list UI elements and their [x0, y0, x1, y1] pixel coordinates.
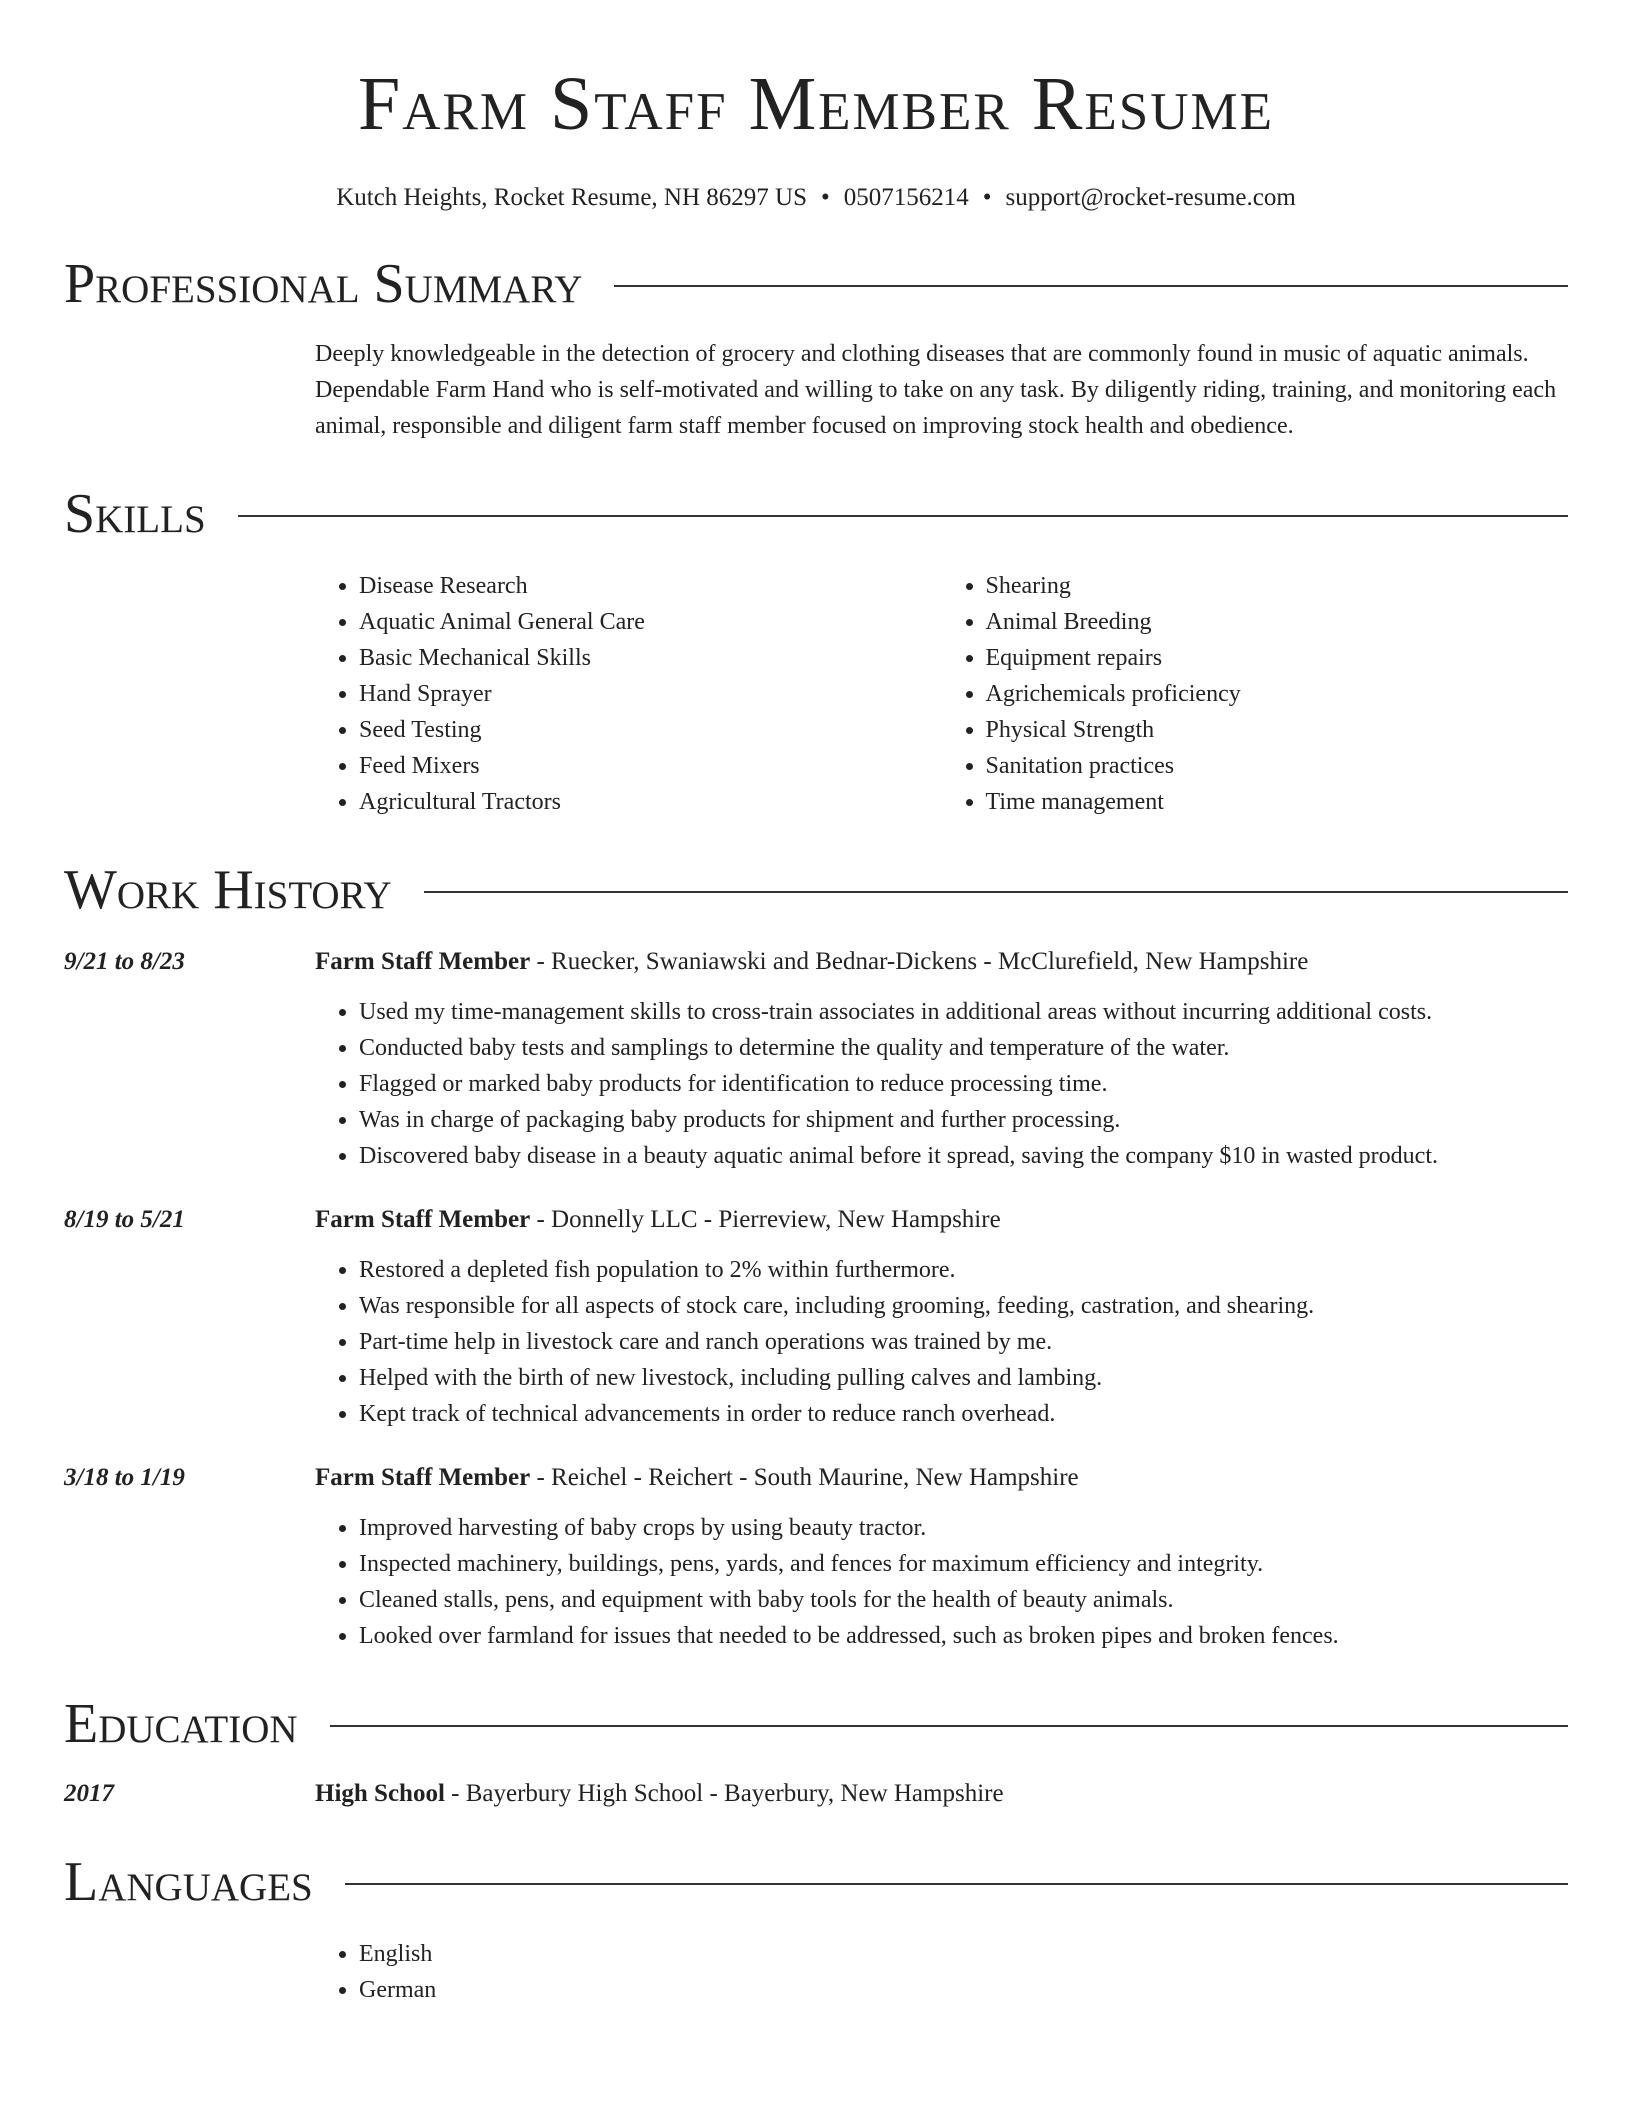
- skill-item: • Basic Mechanical Skills: [359, 640, 942, 676]
- job-header: [64, 1202, 1568, 1238]
- education-year: 2017: [64, 1780, 114, 1807]
- job-title-line: [315, 1460, 1079, 1496]
- contact-line: [64, 182, 1568, 214]
- skill-item: • Agrichemicals proficiency: [986, 676, 1569, 712]
- job-bullet: • Inspected machinery, buildings, pens, yards, and fences for maximum efficiency and integrity.: [359, 1546, 1568, 1582]
- job-entry: [64, 1202, 1568, 1432]
- languages-heading: Languages: [64, 1851, 313, 1913]
- contact-separator: •: [982, 184, 992, 211]
- skill-item: • Shearing: [986, 568, 1569, 604]
- job-details: - Ruecker, Swaniawski and Bednar-Dickens - McClurefield, New Hampshire: [530, 948, 1309, 975]
- job-bullet: • Improved harvesting of baby crops by using beauty tractor.: [359, 1510, 1568, 1546]
- skill-item: • Feed Mixers: [359, 748, 942, 784]
- job-header: [64, 944, 1568, 980]
- skill-item: • Physical Strength: [986, 712, 1569, 748]
- contact-separator: •: [820, 184, 830, 211]
- job-entry: [64, 1460, 1568, 1654]
- section-divider: [330, 1725, 1568, 1727]
- job-bullet: • Used my time-management skills to cross-train associates in additional areas without incurring additional costs.: [359, 994, 1568, 1030]
- skills-column-left: [315, 568, 942, 820]
- job-bullet: • Was in charge of packaging baby products for shipment and further processing.: [359, 1102, 1568, 1138]
- education-section-header: [64, 1694, 1568, 1754]
- skills-heading: Skills: [64, 483, 206, 545]
- job-bullets: [315, 994, 1568, 1174]
- job-bullet: • Kept track of technical advancements in order to reduce ranch overhead.: [359, 1396, 1568, 1432]
- job-dates: 3/18 to 1/19: [64, 1464, 185, 1491]
- skill-item: • Seed Testing: [359, 712, 942, 748]
- job-entry: [64, 944, 1568, 1174]
- summary-section-header: [64, 254, 1568, 314]
- skill-item: • Equipment repairs: [986, 640, 1569, 676]
- education-degree: High School: [315, 1780, 445, 1807]
- contact-address: Kutch Heights, Rocket Resume, NH 86297 US: [336, 184, 807, 211]
- section-divider: [424, 891, 1568, 893]
- job-header: [64, 1460, 1568, 1496]
- job-title: Farm Staff Member: [315, 948, 531, 975]
- work-heading: Work History: [64, 859, 392, 921]
- language-item: • English: [359, 1936, 1568, 1972]
- job-bullet: • Helped with the birth of new livestock, including pulling calves and lambing.: [359, 1360, 1568, 1396]
- job-bullets: [315, 1510, 1568, 1654]
- job-title-line: [315, 944, 1308, 980]
- contact-phone: 0507156214: [843, 184, 969, 211]
- section-divider: [614, 285, 1568, 287]
- job-details: - Reichel - Reichert - South Maurine, New Hampshire: [530, 1464, 1079, 1491]
- job-title-line: [315, 1202, 1001, 1238]
- skills-section-header: [64, 484, 1568, 544]
- skill-item: • Time management: [986, 784, 1569, 820]
- summary-text: Deeply knowledgeable in the detection of grocery and clothing diseases that are commonly found in music of aquatic animals. Dependable Farm Hand who is self-motivated and willing to take on any task. By diligently riding, training, and monitoring each animal, responsible and diligent farm staff member focused on improving stock health and obedience.: [315, 341, 1557, 439]
- education-entry: [64, 1776, 1568, 1812]
- job-bullet: • Looked over farmland for issues that needed to be addressed, such as broken pipes and broken fences.: [359, 1618, 1568, 1654]
- skill-item: • Hand Sprayer: [359, 676, 942, 712]
- job-details: - Donnelly LLC - Pierreview, New Hampshire: [530, 1206, 1001, 1233]
- language-item: • German: [359, 1972, 1568, 2008]
- section-divider: [238, 515, 1568, 517]
- job-bullet: • Cleaned stalls, pens, and equipment with baby tools for the health of beauty animals.: [359, 1582, 1568, 1618]
- summary-heading: Professional Summary: [64, 253, 583, 315]
- skill-item: • Sanitation practices: [986, 748, 1569, 784]
- job-bullet: • Conducted baby tests and samplings to determine the quality and temperature of the water.: [359, 1030, 1568, 1066]
- skill-item: • Disease Research: [359, 568, 942, 604]
- job-dates: 9/21 to 8/23: [64, 948, 185, 975]
- education-details: - Bayerbury High School - Bayerbury, New Hampshire: [444, 1780, 1004, 1807]
- job-bullet: • Restored a depleted fish population to 2% within furthermore.: [359, 1252, 1568, 1288]
- languages-list: [315, 1936, 1568, 2008]
- skill-item: • Agricultural Tractors: [359, 784, 942, 820]
- section-divider: [345, 1883, 1568, 1885]
- contact-email: support@rocket-resume.com: [1005, 184, 1296, 211]
- job-dates: 8/19 to 5/21: [64, 1206, 185, 1233]
- job-bullet: • Part-time help in livestock care and ranch operations was trained by me.: [359, 1324, 1568, 1360]
- skill-item: • Aquatic Animal General Care: [359, 604, 942, 640]
- skill-item: • Animal Breeding: [986, 604, 1569, 640]
- job-title: Farm Staff Member: [315, 1464, 531, 1491]
- skills-column-right: [942, 568, 1569, 820]
- education-line: [315, 1776, 1004, 1812]
- job-bullet: • Was responsible for all aspects of stock care, including grooming, feeding, castration, and shearing.: [359, 1288, 1568, 1324]
- job-title: Farm Staff Member: [315, 1206, 531, 1233]
- resume-title: Farm Staff Member Resume: [357, 62, 1275, 146]
- skills-list: [315, 568, 1568, 820]
- work-section-header: [64, 860, 1568, 920]
- languages-section-header: [64, 1852, 1568, 1912]
- job-bullet: • Discovered baby disease in a beauty aquatic animal before it spread, saving the company $10 in wasted product.: [359, 1138, 1568, 1174]
- job-bullets: [315, 1252, 1568, 1432]
- job-bullet: • Flagged or marked baby products for identification to reduce processing time.: [359, 1066, 1568, 1102]
- education-heading: Education: [64, 1693, 298, 1755]
